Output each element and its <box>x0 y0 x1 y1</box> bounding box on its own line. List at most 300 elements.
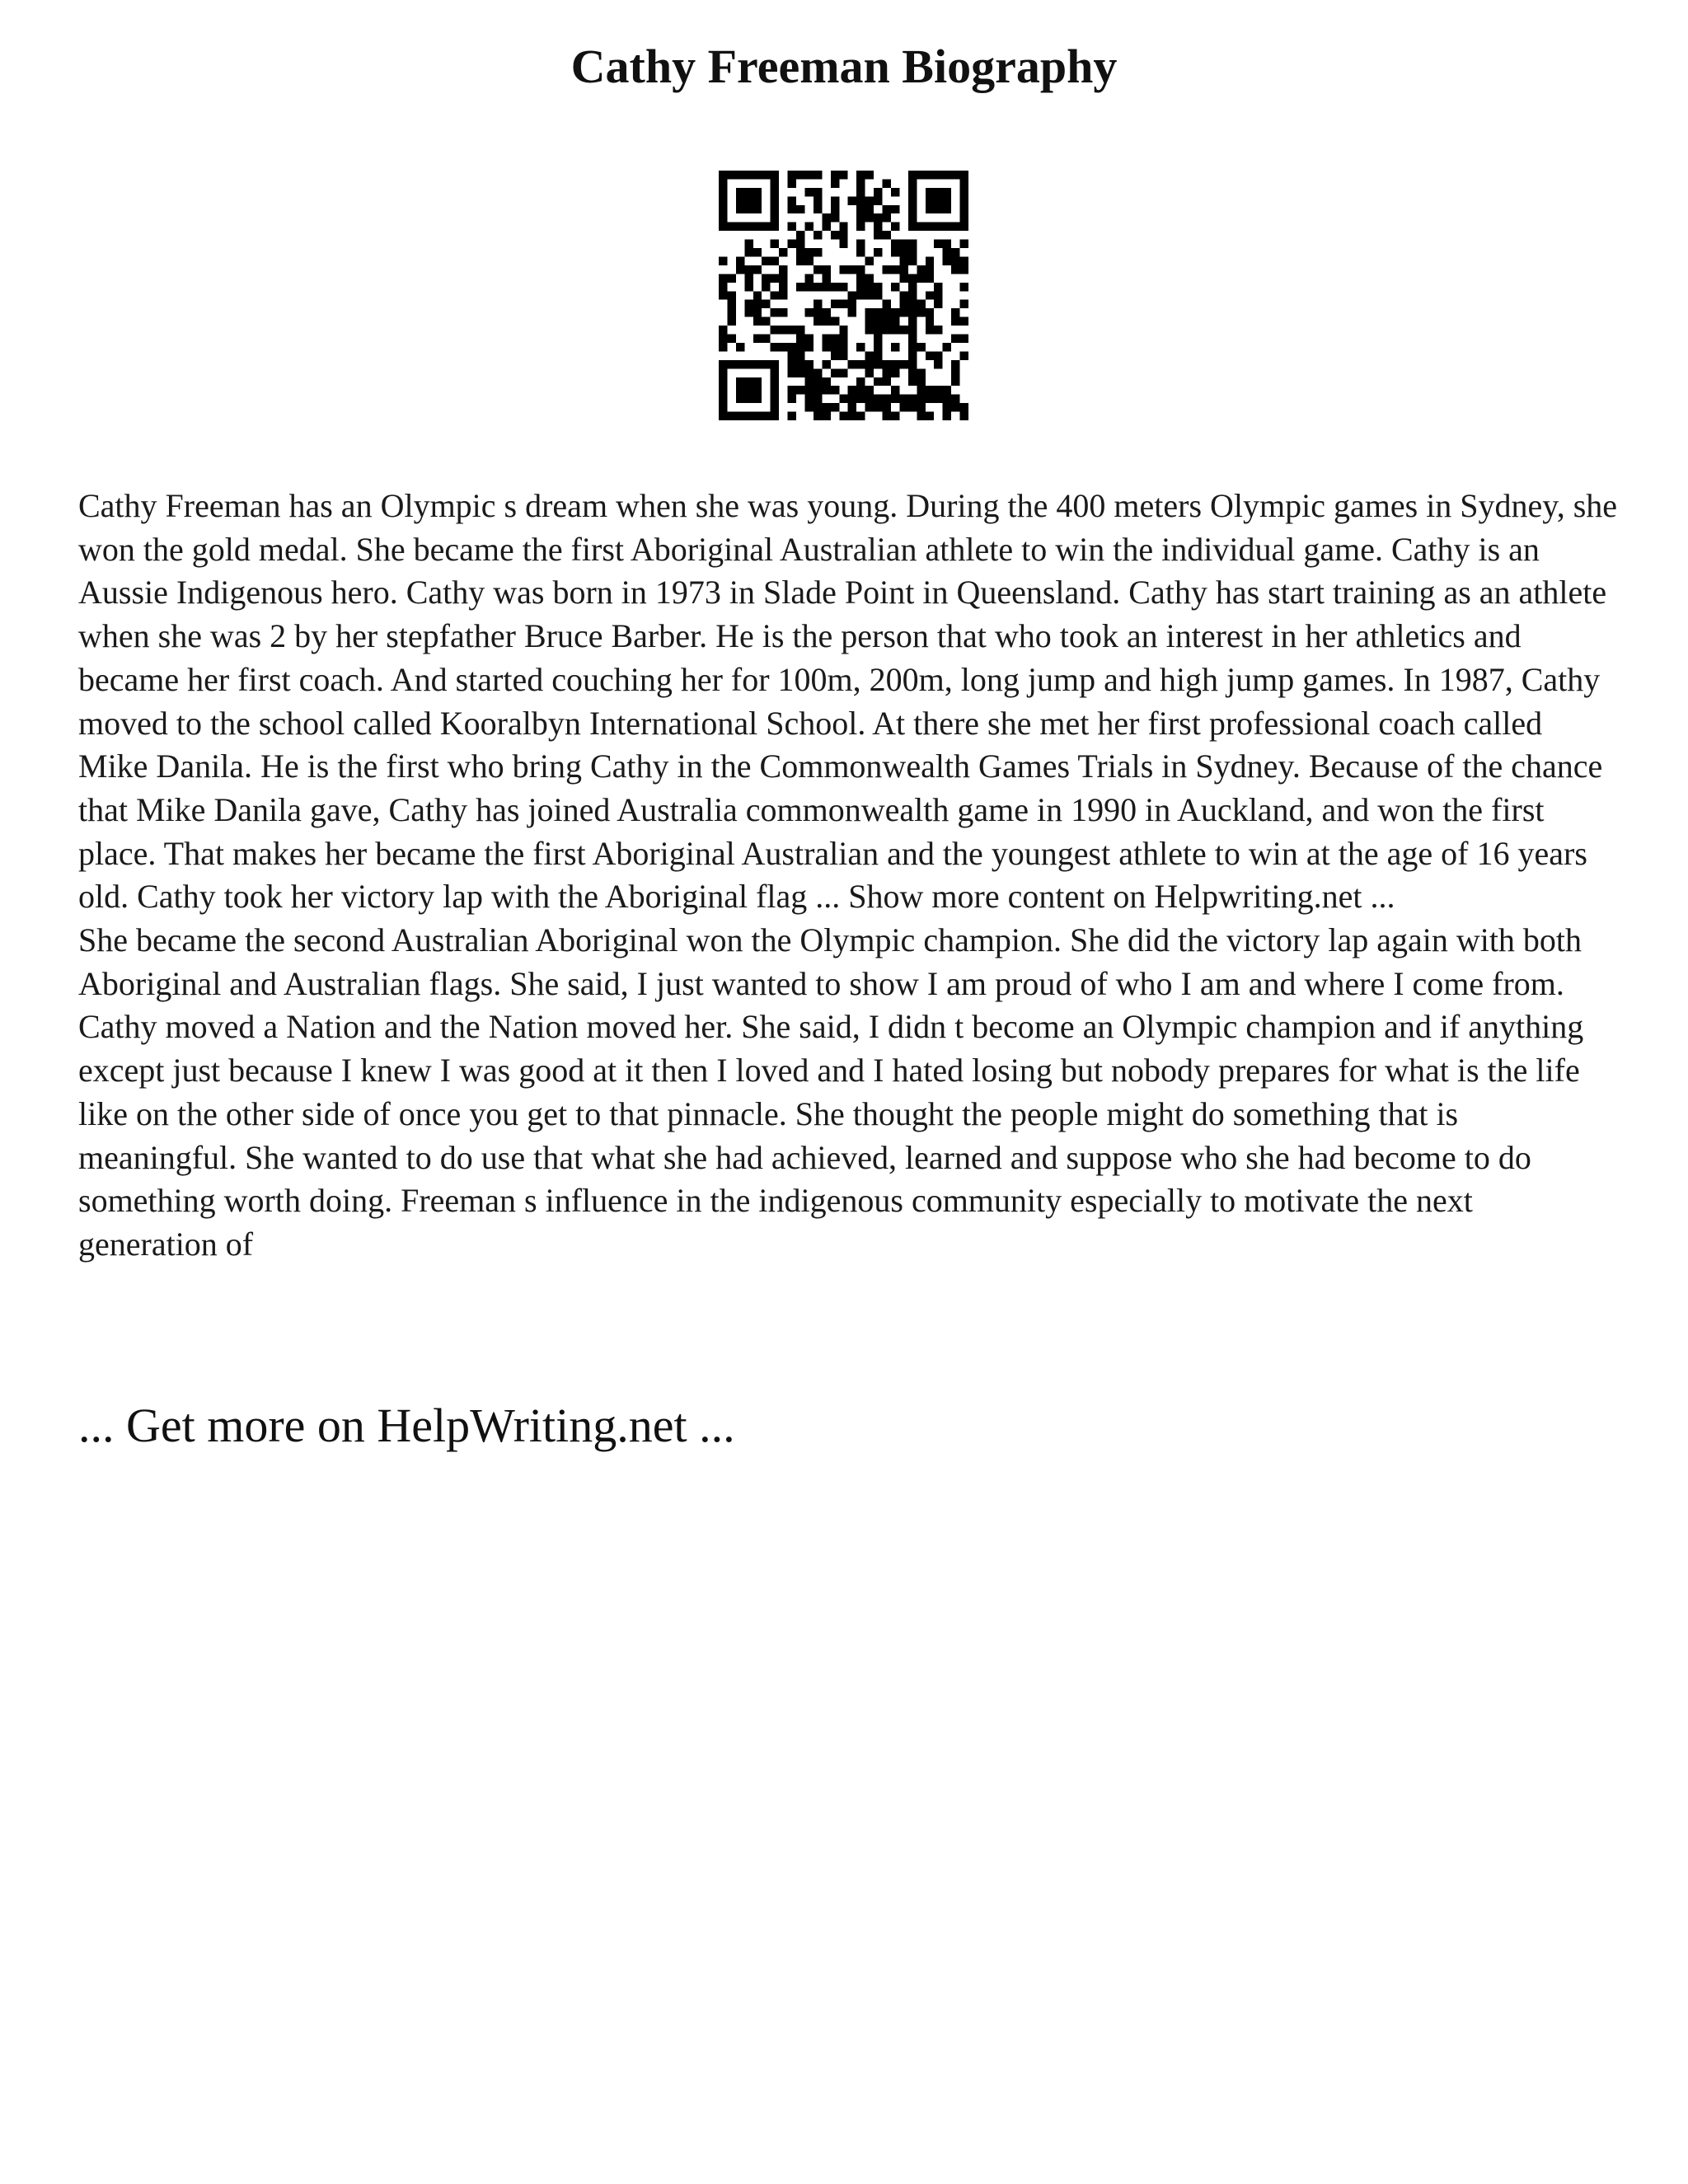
qr-module <box>719 291 727 299</box>
qr-module <box>874 223 882 231</box>
qr-module <box>831 317 839 326</box>
qr-module <box>814 248 822 256</box>
qr-module <box>917 343 925 351</box>
qr-module <box>788 412 796 420</box>
qr-module <box>874 351 882 359</box>
qr-module <box>804 274 813 282</box>
qr-module <box>831 171 839 179</box>
qr-module <box>796 205 804 213</box>
qr-module <box>719 256 727 265</box>
qr-module <box>883 403 891 411</box>
qr-module <box>762 274 770 282</box>
qr-module <box>848 300 856 308</box>
qr-module <box>814 412 822 420</box>
qr-module <box>771 386 779 394</box>
qr-module <box>788 179 796 187</box>
qr-module <box>960 403 968 411</box>
qr-module <box>831 231 839 239</box>
qr-module <box>908 343 917 351</box>
qr-module <box>917 377 925 386</box>
qr-module <box>865 171 874 179</box>
qr-module <box>788 343 796 351</box>
qr-module <box>943 386 951 394</box>
qr-module <box>917 308 925 316</box>
qr-module <box>856 265 865 274</box>
qr-module <box>865 196 874 204</box>
qr-module <box>771 360 779 368</box>
qr-module <box>831 300 839 308</box>
qr-module <box>753 265 762 274</box>
qr-module <box>856 377 865 386</box>
qr-module <box>831 335 839 343</box>
qr-module <box>926 223 934 231</box>
qr-module <box>891 188 899 196</box>
qr-module <box>719 188 727 196</box>
qr-module <box>943 188 951 196</box>
qr-module <box>839 171 847 179</box>
qr-module <box>934 300 942 308</box>
qr-module <box>926 196 934 204</box>
qr-module <box>831 213 839 222</box>
qr-module <box>771 256 779 265</box>
qr-module <box>822 213 830 222</box>
qr-module <box>771 205 779 213</box>
qr-module <box>848 196 856 204</box>
qr-module <box>831 205 839 213</box>
qr-module <box>822 377 830 386</box>
qr-module <box>908 196 917 204</box>
qr-module <box>727 308 735 316</box>
qr-module <box>753 248 762 256</box>
qr-module <box>727 335 735 343</box>
qr-module <box>926 317 934 326</box>
qr-module <box>926 256 934 265</box>
qr-module <box>727 360 735 368</box>
qr-module <box>934 240 942 248</box>
qr-module <box>719 196 727 204</box>
qr-module <box>753 223 762 231</box>
qr-module <box>779 308 787 316</box>
qr-module <box>814 368 822 377</box>
qr-module <box>736 265 744 274</box>
qr-module <box>788 196 796 204</box>
qr-module <box>934 351 942 359</box>
qr-module <box>934 386 942 394</box>
qr-module <box>804 335 813 343</box>
qr-module <box>856 360 865 368</box>
qr-module <box>865 213 874 222</box>
qr-module <box>926 171 934 179</box>
qr-module <box>753 300 762 308</box>
qr-module <box>814 171 822 179</box>
qr-module <box>917 403 925 411</box>
qr-module <box>917 265 925 274</box>
qr-module <box>856 412 865 420</box>
qr-module <box>831 283 839 291</box>
qr-module <box>796 360 804 368</box>
qr-module <box>744 274 753 282</box>
qr-module <box>856 343 865 351</box>
qr-module <box>848 386 856 394</box>
qr-module <box>762 171 770 179</box>
qr-module <box>883 265 891 274</box>
qr-module <box>744 395 753 403</box>
qr-module <box>848 360 856 368</box>
qr-module <box>874 343 882 351</box>
qr-module <box>753 196 762 204</box>
qr-module <box>926 386 934 394</box>
qr-module <box>865 395 874 403</box>
qr-module <box>719 412 727 420</box>
qr-module <box>727 412 735 420</box>
qr-module <box>753 188 762 196</box>
qr-module <box>839 335 847 343</box>
qr-module <box>831 368 839 377</box>
qr-module <box>744 188 753 196</box>
qr-module <box>917 300 925 308</box>
qr-module <box>822 412 830 420</box>
qr-module <box>883 317 891 326</box>
qr-module <box>908 395 917 403</box>
qr-module <box>779 326 787 334</box>
qr-module <box>762 412 770 420</box>
qr-module <box>934 360 942 368</box>
qr-module <box>883 213 891 222</box>
qr-module <box>874 196 882 204</box>
qr-module <box>891 205 899 213</box>
qr-module <box>899 291 907 299</box>
qr-module <box>926 308 934 316</box>
qr-module <box>719 395 727 403</box>
qr-module <box>943 412 951 420</box>
qr-module <box>899 240 907 248</box>
qr-module <box>874 403 882 411</box>
qr-module <box>899 326 907 334</box>
qr-module <box>839 300 847 308</box>
qr-module <box>926 274 934 282</box>
qr-module <box>908 171 917 179</box>
qr-module <box>908 205 917 213</box>
qr-module <box>908 300 917 308</box>
qr-module <box>771 196 779 204</box>
qr-module <box>788 223 796 231</box>
qr-module <box>796 386 804 394</box>
qr-module <box>736 395 744 403</box>
qr-module <box>908 403 917 411</box>
qr-code-icon <box>719 171 968 420</box>
qr-module <box>856 196 865 204</box>
qr-module <box>883 231 891 239</box>
qr-module <box>804 377 813 386</box>
qr-module <box>744 223 753 231</box>
qr-module <box>762 256 770 265</box>
qr-module <box>719 377 727 386</box>
qr-module <box>943 343 951 351</box>
qr-module <box>865 403 874 411</box>
qr-module <box>943 248 951 256</box>
qr-module <box>788 360 796 368</box>
qr-module <box>839 368 847 377</box>
qr-module <box>951 248 959 256</box>
qr-module <box>856 188 865 196</box>
qr-module <box>891 368 899 377</box>
qr-module <box>856 291 865 299</box>
qr-module <box>719 213 727 222</box>
qr-module <box>951 256 959 265</box>
qr-module <box>796 231 804 239</box>
qr-module <box>943 240 951 248</box>
qr-module <box>762 223 770 231</box>
qr-module <box>822 360 830 368</box>
qr-module <box>719 368 727 377</box>
qr-module <box>822 283 830 291</box>
qr-module <box>960 283 968 291</box>
qr-module <box>865 351 874 359</box>
qr-module <box>899 300 907 308</box>
qr-module <box>831 351 839 359</box>
qr-module <box>899 360 907 368</box>
qr-module <box>934 326 942 334</box>
qr-module <box>831 343 839 351</box>
qr-module <box>736 360 744 368</box>
qr-module <box>788 351 796 359</box>
qr-module <box>753 171 762 179</box>
qr-module <box>899 256 907 265</box>
qr-module <box>874 291 882 299</box>
qr-module <box>943 205 951 213</box>
qr-module <box>856 248 865 256</box>
qr-module <box>779 291 787 299</box>
qr-module <box>883 377 891 386</box>
qr-module <box>762 335 770 343</box>
qr-module <box>779 265 787 274</box>
qr-module <box>771 240 779 248</box>
qr-module <box>883 205 891 213</box>
qr-module <box>771 171 779 179</box>
qr-module <box>865 205 874 213</box>
qr-module <box>960 171 968 179</box>
qr-module <box>736 171 744 179</box>
qr-module <box>771 368 779 377</box>
qr-module <box>943 403 951 411</box>
qr-module <box>951 335 959 343</box>
qr-module <box>822 265 830 274</box>
qr-module <box>891 265 899 274</box>
qr-module <box>804 395 813 403</box>
qr-module <box>951 368 959 377</box>
qr-module <box>753 412 762 420</box>
qr-module <box>891 326 899 334</box>
qr-module <box>917 171 925 179</box>
qr-module <box>719 360 727 368</box>
qr-module <box>839 231 847 239</box>
qr-module <box>719 223 727 231</box>
qr-module <box>856 205 865 213</box>
qr-module <box>804 188 813 196</box>
qr-module <box>822 317 830 326</box>
qr-module <box>736 343 744 351</box>
qr-module <box>814 308 822 316</box>
qr-module <box>926 351 934 359</box>
qr-module <box>744 205 753 213</box>
qr-module <box>874 213 882 222</box>
qr-module <box>891 308 899 316</box>
qr-module <box>874 188 882 196</box>
qr-module <box>865 308 874 316</box>
qr-module <box>771 343 779 351</box>
qr-module <box>960 240 968 248</box>
qr-module <box>960 179 968 187</box>
qr-module <box>771 308 779 316</box>
qr-module <box>796 351 804 359</box>
qr-module <box>804 223 813 231</box>
qr-module <box>822 274 830 282</box>
qr-module <box>771 403 779 411</box>
qr-module <box>753 205 762 213</box>
qr-module <box>883 368 891 377</box>
qr-module <box>960 351 968 359</box>
qr-module <box>839 343 847 351</box>
qr-module <box>874 248 882 256</box>
qr-module <box>934 205 942 213</box>
qr-module <box>908 335 917 343</box>
qr-module <box>822 308 830 316</box>
qr-module <box>788 171 796 179</box>
qr-module <box>744 308 753 316</box>
qr-module <box>796 335 804 343</box>
qr-module <box>796 256 804 265</box>
qr-module <box>908 188 917 196</box>
qr-module <box>814 205 822 213</box>
qr-module <box>865 326 874 334</box>
qr-module <box>926 326 934 334</box>
qr-module <box>908 256 917 265</box>
qr-module <box>814 283 822 291</box>
qr-module <box>822 343 830 351</box>
qr-module <box>822 386 830 394</box>
get-more-link[interactable]: ... Get more on HelpWriting.net ... <box>78 1399 735 1452</box>
qr-module <box>753 386 762 394</box>
qr-module <box>839 412 847 420</box>
qr-module <box>856 386 865 394</box>
qr-module <box>865 256 874 265</box>
qr-module <box>719 274 727 282</box>
qr-module <box>753 308 762 316</box>
qr-module <box>926 395 934 403</box>
qr-module <box>753 395 762 403</box>
qr-module <box>762 317 770 326</box>
qr-module <box>883 300 891 308</box>
qr-module <box>744 412 753 420</box>
qr-module <box>848 291 856 299</box>
qr-module <box>908 377 917 386</box>
qr-module <box>960 300 968 308</box>
qr-module <box>943 196 951 204</box>
qr-module <box>839 240 847 248</box>
qr-module <box>753 317 762 326</box>
qr-module <box>736 377 744 386</box>
qr-module <box>899 395 907 403</box>
qr-module <box>822 223 830 231</box>
qr-module <box>796 171 804 179</box>
qr-module <box>719 343 727 351</box>
qr-module <box>719 179 727 187</box>
qr-module <box>899 403 907 411</box>
qr-module <box>771 326 779 334</box>
qr-module <box>891 360 899 368</box>
qr-module <box>744 240 753 248</box>
qr-module <box>736 386 744 394</box>
qr-module <box>917 223 925 231</box>
qr-module <box>934 188 942 196</box>
qr-module <box>951 377 959 386</box>
qr-module <box>917 274 925 282</box>
qr-module <box>883 412 891 420</box>
qr-module <box>891 386 899 394</box>
qr-module <box>771 395 779 403</box>
qr-module <box>804 360 813 368</box>
qr-module <box>899 274 907 282</box>
qr-module <box>908 213 917 222</box>
qr-module <box>744 386 753 394</box>
qr-module <box>822 335 830 343</box>
qr-module <box>848 308 856 316</box>
qr-module <box>899 248 907 256</box>
qr-module <box>771 291 779 299</box>
qr-module <box>908 326 917 334</box>
qr-module <box>943 223 951 231</box>
qr-module <box>753 360 762 368</box>
qr-module <box>883 179 891 187</box>
qr-module <box>960 223 968 231</box>
qr-module <box>943 395 951 403</box>
qr-module <box>796 283 804 291</box>
qr-module <box>874 326 882 334</box>
qr-module <box>943 256 951 265</box>
qr-module <box>891 223 899 231</box>
qr-module <box>899 265 907 274</box>
qr-module <box>926 265 934 274</box>
qr-module <box>796 343 804 351</box>
qr-module <box>960 196 968 204</box>
qr-module <box>788 395 796 403</box>
qr-module <box>874 283 882 291</box>
qr-module <box>874 395 882 403</box>
qr-module <box>788 386 796 394</box>
qr-module <box>874 377 882 386</box>
qr-module <box>839 223 847 231</box>
qr-module <box>736 256 744 265</box>
qr-module <box>727 274 735 282</box>
qr-module <box>839 326 847 334</box>
qr-module <box>771 377 779 386</box>
qr-module <box>917 386 925 394</box>
qr-module <box>960 256 968 265</box>
qr-module <box>865 360 874 368</box>
qr-module <box>883 308 891 316</box>
qr-module <box>848 265 856 274</box>
qr-module <box>908 223 917 231</box>
qr-module <box>736 188 744 196</box>
qr-module <box>753 335 762 343</box>
paragraph: She became the second Australian Aboriginal won the Olympic champion. She did the victory lap again with both Aboriginal and Australian flags. She said, I just wanted to show I am proud of who I am and where I come from. Cathy moved a Nation and the Nation moved her. She said, I didn t become an Olympic champion and if anything except just because I knew I was good at it then I loved and I hated losing but nobody prepares for what is the life like on the other side of once you get to that pinnacle. She thought the people might do something that is meaningful. She wanted to do use that what she had achieved, learned and suppose who she had become to do something worth doing. Freeman s influence in the indigenous community especially to motivate the next generation of <box>78 921 1584 1263</box>
qr-module <box>814 196 822 204</box>
qr-module <box>771 179 779 187</box>
qr-module <box>908 248 917 256</box>
qr-module <box>814 377 822 386</box>
qr-module <box>960 265 968 274</box>
article-body <box>78 485 1620 1267</box>
